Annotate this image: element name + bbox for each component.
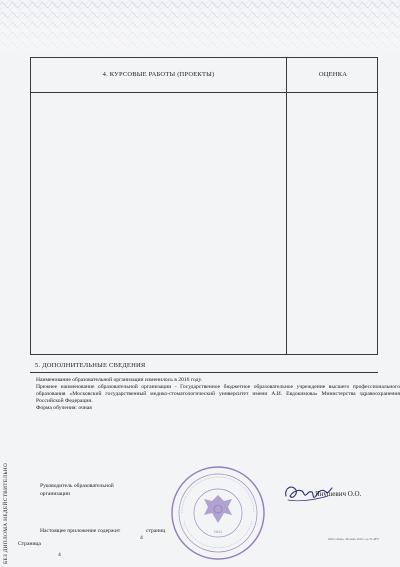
table-header-divider xyxy=(31,92,377,93)
validity-side-note: БЕЗ ДИПЛОМА НЕДЕЙСТВИТЕЛЬНО xyxy=(3,462,9,564)
coursework-column-header: 4. КУРСОВЫЕ РАБОТЫ (ПРОЕКТЫ) xyxy=(102,71,215,78)
printer-note: ООО «Знак», Москва, 2016, з-д, № 4857 xyxy=(328,537,380,541)
page-number: 4 xyxy=(58,552,61,558)
appendix-pages-text: Настоящее приложение содержит xyxy=(40,528,121,534)
name-change-note: Наименование образовательной организации изменилось в 2016 году. xyxy=(36,377,203,383)
guilloche-border-pattern xyxy=(0,0,400,60)
additional-info-title: 5. ДОПОЛНИТЕЛЬНЫЕ СВЕДЕНИЯ xyxy=(35,362,146,369)
head-name: Янушевич О.О. xyxy=(315,490,362,498)
coursework-table xyxy=(30,57,378,355)
former-name-note: Прежнее наименование образовательной организации - Государственное бюджетное образовательное учреждение высшего профессионального образования «Московский государственный медико-стоматологический университет имени А.И. Евдокимова» Министерства здравоохранения Российской Федерации. xyxy=(36,384,400,405)
grade-column-header: ОЦЕНКА xyxy=(318,71,348,78)
svg-text:№11: №11 xyxy=(214,529,223,534)
study-form-note: Форма обучения: очная xyxy=(36,405,92,411)
additional-info-underline xyxy=(30,372,378,373)
page-label: Страница xyxy=(18,541,41,547)
official-seal xyxy=(170,465,266,561)
appendix-pages-count: 4 xyxy=(140,535,143,541)
head-label-line1: Руководитель образовательной xyxy=(40,483,114,489)
table-column-divider xyxy=(286,58,287,354)
head-label-line2: организации xyxy=(40,491,71,497)
appendix-pages-word: страниц xyxy=(146,528,166,534)
